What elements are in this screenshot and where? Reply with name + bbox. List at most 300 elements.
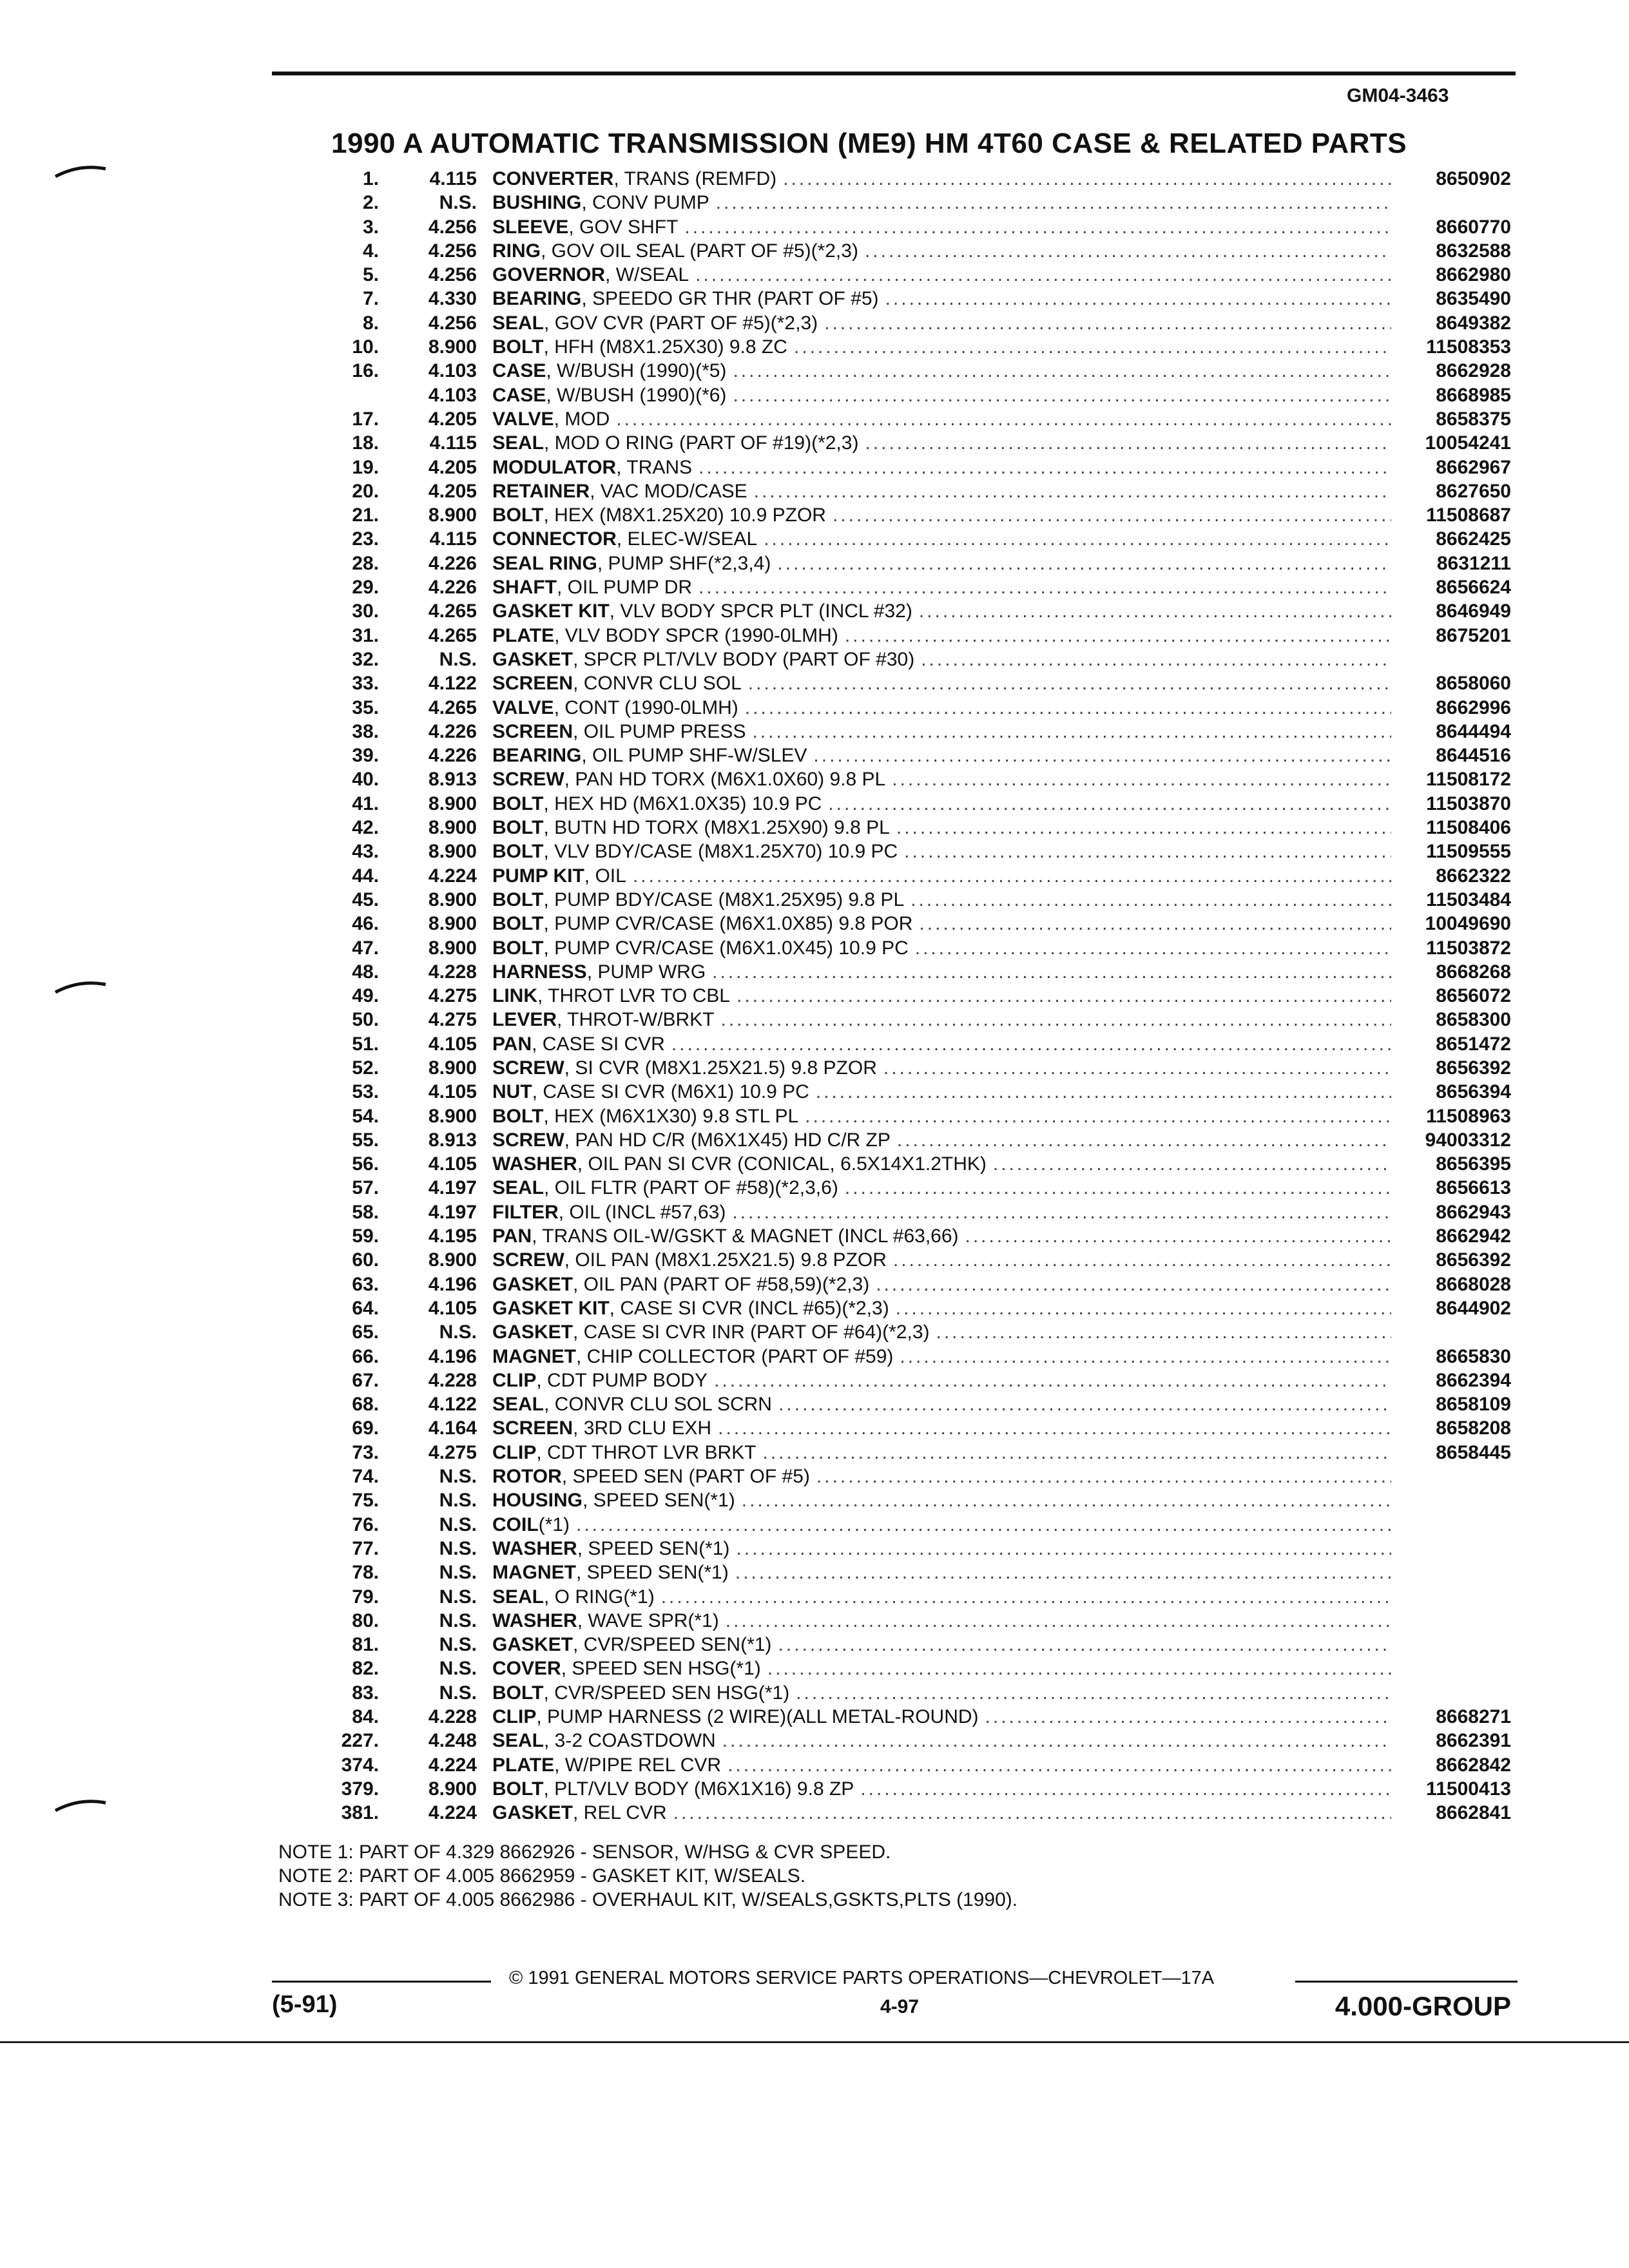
part-detail: , HEX HD (M6X1.0X35) 10.9 PC	[543, 793, 822, 814]
dot-leader	[719, 1609, 1391, 1633]
part-detail: , CONVR CLU SOL SCRN	[544, 1394, 772, 1416]
parts-row	[0, 552, 1629, 575]
footer-rule	[272, 1981, 491, 1983]
ref-number: 40.	[352, 769, 379, 791]
dot-leader	[810, 1465, 1391, 1488]
dot-leader	[879, 287, 1391, 311]
part-detail: , OIL PAN SI CVR (CONICAL, 6.5X14X1.2THK)	[577, 1153, 987, 1175]
part-detail: , 3-2 COASTDOWN	[544, 1730, 716, 1752]
parts-row	[0, 864, 1629, 888]
parts-row	[0, 359, 1629, 383]
part-number: 8668268	[1436, 961, 1511, 983]
ref-number: 33.	[352, 673, 379, 695]
group-number: 4.256	[428, 216, 477, 238]
part-name: SCREEN	[492, 1418, 574, 1439]
part-detail: , CONV PUMP	[581, 192, 709, 214]
part-name: SHAFT	[492, 577, 557, 599]
dot-leader	[721, 1753, 1391, 1777]
dot-leader	[787, 335, 1391, 359]
part-description	[492, 431, 1391, 455]
parts-row	[0, 1441, 1629, 1465]
part-detail: , GOV OIL SEAL (PART OF #5)(*2,3)	[541, 240, 858, 262]
dot-leader	[708, 1369, 1391, 1392]
part-number: 10054241	[1425, 432, 1511, 454]
parts-row	[0, 1681, 1629, 1705]
part-detail: , PUMP BDY/CASE (M8X1.25X95) 9.8 PL	[543, 889, 905, 910]
group-number: 8.900	[428, 1105, 477, 1127]
dot-leader	[716, 1729, 1391, 1753]
ref-number: 50.	[352, 1009, 379, 1031]
footer-page-number: 4-97	[880, 1996, 920, 2017]
group-number: 4.226	[428, 745, 477, 767]
part-number: 8665830	[1436, 1345, 1511, 1367]
parts-row	[0, 1801, 1629, 1825]
dot-leader	[887, 1248, 1391, 1272]
part-detail: , CASE SI CVR (M6X1) 10.9 PC	[532, 1081, 809, 1103]
parts-row	[0, 1633, 1629, 1657]
parts-row	[0, 1465, 1629, 1488]
part-name: LEVER	[492, 1009, 557, 1031]
part-name: BUSHING	[492, 192, 582, 214]
part-description	[492, 744, 1391, 767]
part-detail: , W/BUSH (1990)(*6)	[546, 384, 727, 406]
group-number: 4.226	[428, 720, 477, 742]
parts-row	[0, 984, 1629, 1008]
parts-row	[0, 1657, 1629, 1680]
part-name: CLIP	[492, 1369, 537, 1391]
parts-row	[0, 744, 1629, 767]
part-description	[492, 239, 1391, 263]
part-number: 8662996	[1436, 697, 1511, 718]
part-name: MODULATOR	[492, 456, 617, 478]
group-number: N.S.	[439, 1562, 477, 1584]
ref-number: 29.	[352, 577, 379, 599]
bottom-rule	[0, 2041, 1629, 2043]
part-number: 8632588	[1436, 240, 1511, 262]
dot-leader	[891, 1128, 1391, 1152]
parts-row	[0, 1705, 1629, 1729]
footer-group: 4.000-GROUP	[1335, 1991, 1511, 2021]
dot-leader	[730, 984, 1391, 1008]
parts-row	[0, 1585, 1629, 1609]
part-detail: , OIL PAN (PART OF #58,59)(*2,3)	[573, 1273, 870, 1295]
part-name: BOLT	[492, 336, 544, 358]
part-number: 11508406	[1426, 817, 1511, 839]
group-number: 4.105	[428, 1297, 477, 1319]
group-number: 8.900	[428, 505, 477, 526]
ref-number: 19.	[352, 456, 379, 478]
parts-row	[0, 648, 1629, 671]
parts-row	[0, 1320, 1629, 1344]
part-detail: , CONT (1990-0LMH)	[554, 697, 738, 718]
parts-row	[0, 1224, 1629, 1248]
group-number: 4.103	[428, 360, 477, 382]
group-number: 4.275	[428, 985, 477, 1007]
part-number: 8656613	[1436, 1177, 1511, 1199]
part-number: 8658375	[1436, 408, 1511, 430]
part-name: LINK	[492, 985, 537, 1007]
part-name: SCREW	[492, 1057, 564, 1079]
group-number: N.S.	[439, 1514, 477, 1535]
part-name: BOLT	[492, 1682, 544, 1704]
part-description	[492, 527, 1391, 551]
part-description	[492, 648, 1391, 671]
dot-leader	[692, 575, 1391, 599]
ref-number: 23.	[352, 528, 379, 550]
part-description	[492, 383, 1391, 407]
part-number: 8658300	[1436, 1009, 1511, 1031]
dot-leader	[885, 767, 1391, 791]
part-description	[492, 1657, 1391, 1680]
part-description	[492, 1537, 1391, 1561]
group-number: 4.195	[428, 1225, 477, 1247]
part-name: PLATE	[492, 1754, 555, 1776]
part-detail: , SPEED SEN(*1)	[583, 1490, 735, 1512]
ref-number: 53.	[352, 1081, 379, 1103]
part-name: VALVE	[492, 408, 554, 430]
ref-number: 77.	[352, 1537, 379, 1559]
group-number: 4.205	[428, 480, 477, 502]
group-number: N.S.	[439, 1682, 477, 1704]
dot-leader	[726, 359, 1391, 383]
note: NOTE 2: PART OF 4.005 8662959 - GASKET KIT, W/SEALS.	[278, 1865, 806, 1887]
part-detail: , CASE SI CVR	[532, 1033, 665, 1055]
part-detail: , OIL (INCL #57,63)	[558, 1201, 726, 1223]
part-name: BOLT	[492, 1105, 544, 1127]
part-number: 8656392	[1436, 1057, 1511, 1079]
parts-row	[0, 311, 1629, 335]
parts-row	[0, 767, 1629, 791]
part-name: PUMP KIT	[492, 865, 584, 887]
part-description	[492, 552, 1391, 575]
parts-row	[0, 527, 1629, 551]
part-detail: , W/BUSH (1990)(*5)	[546, 360, 727, 382]
part-name: SCREW	[492, 1129, 564, 1151]
group-number: 4.224	[428, 1802, 477, 1824]
part-detail: , VLV BODY SPCR PLT (INCL #32)	[609, 601, 912, 622]
parts-row	[0, 191, 1629, 215]
part-detail: , W/SEAL	[605, 264, 689, 286]
group-number: N.S.	[439, 192, 477, 214]
part-detail: , ELEC-W/SEAL	[616, 528, 758, 550]
group-number: 8.900	[428, 336, 477, 358]
dot-leader	[979, 1705, 1391, 1729]
parts-row	[0, 407, 1629, 431]
group-number: 4.265	[428, 697, 477, 718]
ref-number: 74.	[352, 1466, 379, 1488]
part-description	[492, 671, 1391, 695]
page-title: 1990 A AUTOMATIC TRANSMISSION (ME9) HM 4T60 CASE & RELATED PARTS	[331, 128, 1407, 159]
part-number: 8662943	[1436, 1201, 1511, 1223]
dot-leader	[709, 191, 1391, 215]
part-name: BOLT	[492, 889, 544, 910]
part-name: VALVE	[492, 697, 554, 718]
parts-row	[0, 1176, 1629, 1200]
part-number: 11503870	[1426, 793, 1511, 814]
parts-row	[0, 1777, 1629, 1801]
part-description	[492, 1777, 1391, 1801]
parts-row	[0, 1296, 1629, 1320]
dot-leader	[726, 1200, 1391, 1224]
part-number: 8668271	[1436, 1706, 1511, 1727]
part-name: SCREW	[492, 769, 564, 791]
part-name: BOLT	[492, 793, 544, 814]
part-detail: , HFH (M8X1.25X30) 9.8 ZC	[543, 336, 787, 358]
part-number: 8646949	[1436, 601, 1511, 622]
part-number: 8656392	[1436, 1249, 1511, 1271]
part-name: SCREEN	[492, 720, 574, 742]
part-name: SEAL	[492, 1586, 545, 1608]
footer-copyright: © 1991 GENERAL MOTORS SERVICE PARTS OPERATIONS—CHEVROLET—17A	[509, 1968, 1215, 1988]
part-description	[492, 1561, 1391, 1584]
part-name: FILTER	[492, 1201, 559, 1223]
group-number: 8.913	[428, 1129, 477, 1151]
footer-rule	[1295, 1981, 1518, 1983]
part-number: 8662980	[1436, 264, 1511, 286]
part-name: SEAL	[492, 1177, 545, 1199]
part-detail: , CDT PUMP BODY	[536, 1369, 708, 1391]
dot-leader	[706, 960, 1391, 984]
group-number: 4.103	[428, 384, 477, 406]
part-number: 8631211	[1436, 552, 1511, 574]
dot-leader	[771, 552, 1391, 575]
part-description	[492, 407, 1391, 431]
dot-leader	[692, 456, 1391, 479]
dot-leader	[877, 1056, 1391, 1080]
parts-row	[0, 816, 1629, 840]
part-description	[492, 888, 1391, 912]
group-number: N.S.	[439, 1537, 477, 1559]
ref-number: 5.	[362, 264, 379, 286]
dot-leader	[987, 1152, 1391, 1176]
parts-row	[0, 167, 1629, 191]
ref-number: 45.	[352, 889, 379, 910]
group-number: 4.228	[428, 1706, 477, 1727]
part-detail: , OIL PUMP PRESS	[573, 720, 746, 742]
ref-number: 379.	[341, 1778, 379, 1800]
part-name: ROTOR	[492, 1466, 562, 1488]
dot-leader	[904, 888, 1391, 912]
part-detail: , HEX (M6X1X30) 9.8 STL PL	[543, 1105, 799, 1127]
part-description	[492, 1008, 1391, 1032]
part-description	[492, 1273, 1391, 1296]
parts-row	[0, 1104, 1629, 1128]
part-name: RETAINER	[492, 480, 590, 502]
part-detail: , TRANS OIL-W/GSKT & MAGNET (INCL #63,66)	[532, 1225, 959, 1247]
part-detail: , PUMP HARNESS (2 WIRE)(ALL METAL-ROUND)	[536, 1706, 979, 1727]
group-number: N.S.	[439, 1490, 477, 1512]
part-number: 8627650	[1436, 480, 1511, 502]
part-description	[492, 1585, 1391, 1609]
ref-number: 52.	[352, 1057, 379, 1079]
ref-number: 43.	[352, 841, 379, 863]
ref-number: 51.	[352, 1033, 379, 1055]
part-number: 8662322	[1436, 865, 1511, 887]
parts-row	[0, 599, 1629, 623]
part-description	[492, 840, 1391, 863]
dot-leader	[909, 936, 1391, 960]
part-name: CLIP	[492, 1441, 537, 1463]
group-number: 4.275	[428, 1009, 477, 1031]
group-number: 4.197	[428, 1177, 477, 1199]
part-name: SEAL	[492, 432, 545, 454]
ref-number: 21.	[352, 505, 379, 526]
ref-number: 60.	[352, 1249, 379, 1271]
group-number: N.S.	[439, 1634, 477, 1656]
part-name: BOLT	[492, 505, 544, 526]
part-name: BOLT	[492, 817, 544, 839]
parts-row	[0, 1392, 1629, 1416]
parts-row	[0, 624, 1629, 648]
part-name: MAGNET	[492, 1345, 576, 1367]
part-number: 11503484	[1426, 889, 1511, 910]
part-description	[492, 1681, 1391, 1705]
parts-row	[0, 1152, 1629, 1176]
part-detail: , CONVR CLU SOL	[573, 673, 742, 695]
part-description	[492, 456, 1391, 479]
part-detail: , SPEED SEN (PART OF #5)	[561, 1466, 810, 1488]
part-description	[492, 503, 1391, 527]
dot-leader	[858, 431, 1391, 455]
part-name: WASHER	[492, 1537, 577, 1559]
group-number: 8.900	[428, 1057, 477, 1079]
part-detail: , CHIP COLLECTOR (PART OF #59)	[576, 1345, 894, 1367]
part-name: PLATE	[492, 624, 555, 646]
parts-row	[0, 1561, 1629, 1584]
dot-leader	[738, 696, 1391, 720]
dot-leader	[930, 1320, 1392, 1344]
ref-number: 31.	[352, 624, 379, 646]
part-detail: , W/PIPE REL CVR	[554, 1754, 722, 1776]
parts-row	[0, 1513, 1629, 1537]
part-number: 11508353	[1426, 336, 1511, 358]
part-name: GASKET KIT	[492, 601, 610, 622]
part-name: GASKET	[492, 1634, 574, 1656]
ref-number: 59.	[352, 1225, 379, 1247]
part-number: 8662391	[1436, 1730, 1511, 1752]
part-description	[492, 1609, 1391, 1633]
part-number: 8635490	[1436, 288, 1511, 310]
part-number: 8658109	[1436, 1394, 1511, 1416]
part-number: 10049690	[1425, 913, 1511, 935]
group-number: 4.115	[429, 432, 477, 454]
part-number: 8650902	[1436, 168, 1511, 189]
parts-row	[0, 912, 1629, 936]
dot-leader	[757, 527, 1391, 551]
ref-number: 38.	[352, 720, 379, 742]
part-name: GASKET	[492, 1321, 574, 1343]
dot-leader	[665, 1032, 1391, 1056]
dot-leader	[776, 167, 1391, 191]
part-detail: , CVR/SPEED SEN HSG(*1)	[543, 1682, 790, 1704]
dot-leader	[912, 599, 1391, 623]
group-number: 8.900	[428, 889, 477, 910]
part-description	[492, 1128, 1391, 1152]
parts-row	[0, 263, 1629, 287]
ref-number: 49.	[352, 985, 379, 1007]
group-number: 4.105	[428, 1033, 477, 1055]
part-description	[492, 1152, 1391, 1176]
ref-number: 44.	[352, 865, 379, 887]
part-name: HARNESS	[492, 961, 587, 983]
part-description	[492, 1056, 1391, 1080]
dot-leader	[746, 720, 1391, 744]
ref-number: 58.	[352, 1201, 379, 1223]
group-number: 4.224	[428, 865, 477, 887]
ref-number: 65.	[352, 1321, 379, 1343]
ref-number: 75.	[352, 1490, 379, 1512]
part-description	[492, 1176, 1391, 1200]
ref-number: 76.	[352, 1514, 379, 1535]
group-number: 8.900	[428, 913, 477, 935]
group-number: 4.265	[428, 624, 477, 646]
group-number: 4.256	[428, 240, 477, 262]
part-description	[492, 1488, 1391, 1512]
part-name: BOLT	[492, 913, 544, 935]
part-name: SLEEVE	[492, 216, 569, 238]
parts-row	[0, 1537, 1629, 1561]
part-number: 8644516	[1436, 745, 1511, 767]
dot-leader	[838, 624, 1391, 648]
part-name: SEAL RING	[492, 552, 597, 574]
parts-row	[0, 503, 1629, 527]
part-description	[492, 287, 1391, 311]
parts-row	[0, 1369, 1629, 1392]
part-number: 8656394	[1436, 1081, 1511, 1103]
part-description	[492, 1296, 1391, 1320]
part-description	[492, 1080, 1391, 1104]
part-name: GASKET	[492, 1802, 574, 1824]
dot-leader	[747, 479, 1391, 503]
part-description	[492, 1345, 1391, 1369]
part-name: COVER	[492, 1658, 561, 1680]
dot-leader	[869, 1273, 1391, 1296]
group-number: 4.105	[428, 1081, 477, 1103]
dot-leader	[735, 1488, 1391, 1512]
part-name: BEARING	[492, 745, 582, 767]
part-detail: , MOD O RING (PART OF #19)(*2,3)	[544, 432, 859, 454]
part-description	[492, 1224, 1391, 1248]
dot-leader	[757, 1441, 1391, 1465]
part-description	[492, 191, 1391, 215]
ref-number: 57.	[352, 1177, 379, 1199]
part-number: 8651472	[1436, 1033, 1511, 1055]
part-name: GASKET	[492, 1273, 574, 1295]
part-description	[492, 1104, 1391, 1128]
parts-row	[0, 1416, 1629, 1440]
part-number: 8662842	[1436, 1754, 1511, 1776]
ref-number: 18.	[352, 432, 379, 454]
group-number: 8.900	[428, 937, 477, 959]
dot-leader	[771, 1633, 1391, 1657]
ref-number: 46.	[352, 913, 379, 935]
dot-leader	[655, 1585, 1391, 1609]
ref-number: 42.	[352, 817, 379, 839]
part-detail: , THROT-W/BRKT	[557, 1009, 715, 1031]
ref-number: 82.	[352, 1658, 379, 1680]
parts-row	[0, 1128, 1629, 1152]
ref-number: 69.	[352, 1418, 379, 1439]
part-detail: , TRANS (REMFD)	[613, 168, 777, 189]
note: NOTE 1: PART OF 4.329 8662926 - SENSOR, W/HSG & CVR SPEED.	[278, 1841, 891, 1863]
dot-leader	[772, 1392, 1391, 1416]
part-description	[492, 1801, 1391, 1825]
group-number: 4.205	[428, 408, 477, 430]
ref-number: 55.	[352, 1129, 379, 1151]
part-name: RING	[492, 240, 541, 262]
dot-leader	[959, 1224, 1391, 1248]
ref-number: 67.	[352, 1369, 379, 1391]
